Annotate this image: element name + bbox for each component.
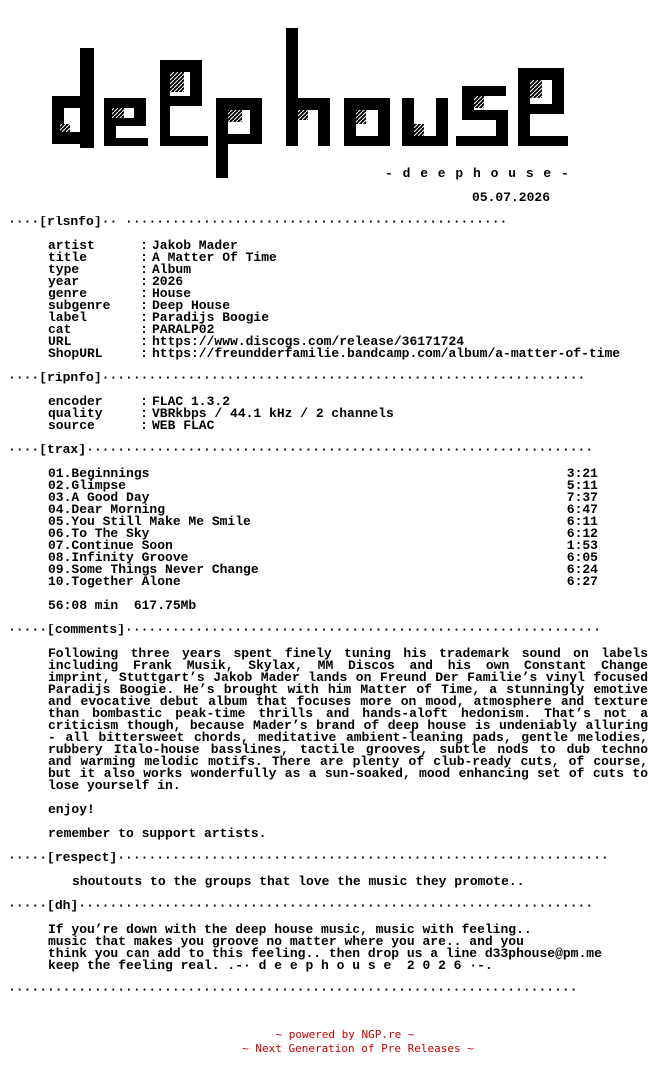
- release-info-value: PARALP02: [152, 322, 215, 337]
- separator-colon: :: [140, 274, 148, 289]
- track-duration: 3:21: [566, 466, 598, 481]
- section-title: [dh]: [47, 900, 79, 912]
- section-title: [comments]: [47, 624, 126, 636]
- release-info-key: URL: [48, 334, 72, 349]
- release-info-key: subgenre: [48, 298, 111, 313]
- track-title: 06.To The Sky: [48, 526, 150, 541]
- separator-colon: :: [140, 418, 148, 433]
- release-info-value: Jakob Mader: [152, 238, 238, 253]
- separator-colon: :: [140, 286, 148, 301]
- section-title: [ripnfo]: [39, 372, 102, 384]
- deephouse-logo-art: [50, 28, 580, 180]
- release-info-key: year: [48, 274, 80, 289]
- release-info-key: type: [48, 262, 80, 277]
- release-info-value: Album: [152, 262, 192, 277]
- release-info-value: A Matter Of Time: [152, 250, 277, 265]
- footer-tagline: ~ Next Generation of Pre Releases ~: [242, 1042, 474, 1055]
- section-title: [trax]: [39, 444, 87, 456]
- separator-colon: :: [140, 310, 148, 325]
- rip-info-row: [48, 420, 214, 432]
- rip-info-key: quality: [48, 406, 103, 421]
- track-duration: 5:11: [566, 478, 598, 493]
- separator-colon: :: [140, 394, 148, 409]
- release-info-value: 2026: [152, 274, 184, 289]
- comments-support: remember to support artists.: [48, 826, 267, 841]
- separator-colon: :: [140, 322, 148, 337]
- section-header-ripnfo: ····[ripnfo]······························································: [8, 372, 586, 384]
- track-title: 04.Dear Morning: [48, 502, 166, 517]
- separator-colon: :: [140, 334, 148, 349]
- separator-colon: :: [140, 238, 148, 253]
- release-date: 05.07.2026: [472, 190, 551, 205]
- dh-line: music that makes you groove no matter where you are.. and you: [48, 934, 524, 949]
- section-header-respect: ·····[respect]·······························································: [8, 852, 609, 864]
- separator-colon: :: [140, 298, 148, 313]
- closing-divider: ·········································································: [8, 984, 578, 996]
- totals: 56:08 min 617.75Mb: [48, 598, 197, 613]
- release-info-value: Paradijs Boogie: [152, 310, 270, 325]
- footer-powered-by: ~ powered by NGP.re ~: [275, 1028, 415, 1041]
- track-title: 01.Beginnings: [48, 466, 150, 481]
- dh-line: If you’re down with the deep house music, music with feeling..: [48, 922, 532, 937]
- deephouse-logo: [50, 28, 580, 180]
- release-info-row: [48, 348, 620, 360]
- release-info-key: title: [48, 250, 88, 265]
- comments-body: Following three years spent finely tuning his trademark sound on labels including Frank Musik, Skylax, MM Discos and his own Constant Change imprint, Stuttgart’s Jakob Mader lands on Freund Der Familie’s vinyl focused Paradijs Boogie. He’s brought with him Matter of Time, a stunningly emotive and evocative debut album that focuses more on mood, atmosphere and texture than bombastic peak-time thrills and hands-aloft hedonism. That’s not a criticism though, because Mader’s brand of deep house is undeniably alluring - all bittersweet chords, meditative ambient-leaning pads, gentle melodies, rubbery Italo-house basslines, tactile grooves, subtle nods to dub techno and warming melodic motifs. There are plenty of club-ready cuts, of course, but it also works wonderfully as a sun-soaked, mood enhancing set of cuts to lose yourself in.: [48, 646, 648, 793]
- section-title: [rlsnfo]: [39, 216, 102, 228]
- separator-colon: :: [140, 262, 148, 277]
- track-title: 09.Some Things Never Change: [48, 562, 259, 577]
- track-title: 03.A Good Day: [48, 490, 150, 505]
- rip-info-value: VBRkbps / 44.1 kHz / 2 channels: [152, 406, 394, 421]
- rip-info-key: encoder: [48, 394, 103, 409]
- section-header-trax: ····[trax]·································································: [8, 444, 594, 456]
- track-duration: 7:37: [566, 490, 598, 505]
- logo-subtitle: - d e e p h o u s e -: [385, 166, 570, 181]
- section-header-dh: ·····[dh]··································································: [8, 900, 594, 912]
- dh-line: keep the feeling real. .-· d e e p h o u s e 2 0 2 6 ·-.: [48, 958, 493, 973]
- track-title: 10.Together Alone: [48, 574, 181, 589]
- release-info-value: https://freundderfamilie.bandcamp.com/album/a-matter-of-time: [152, 346, 621, 361]
- track-row: [48, 576, 598, 588]
- release-info-key: genre: [48, 286, 88, 301]
- dh-line: think you can add to this feeling.. then drop us a line d33phouse@pm.me: [48, 946, 602, 961]
- track-title: 08.Infinity Groove: [48, 550, 189, 565]
- track-duration: 1:53: [566, 538, 598, 553]
- separator-colon: :: [140, 406, 148, 421]
- track-title: 05.You Still Make Me Smile: [48, 514, 251, 529]
- track-duration: 6:12: [566, 526, 598, 541]
- track-duration: 6:11: [566, 514, 598, 529]
- release-info-key: cat: [48, 322, 72, 337]
- release-info-key: ShopURL: [48, 346, 103, 361]
- comments-enjoy: enjoy!: [48, 802, 95, 817]
- section-header-rlsnfo: ····[rlsnfo]·· ·················································: [8, 216, 508, 228]
- track-row: [48, 468, 598, 480]
- release-info-key: label: [48, 310, 88, 325]
- track-duration: 6:27: [566, 574, 598, 589]
- respect-text: shoutouts to the groups that love the music they promote..: [72, 874, 525, 889]
- section-title: [respect]: [47, 852, 118, 864]
- release-info-value: https://www.discogs.com/release/36171724: [152, 334, 465, 349]
- release-info-value: House: [152, 286, 192, 301]
- separator-colon: :: [140, 250, 148, 265]
- rip-info-value: FLAC 1.3.2: [152, 394, 231, 409]
- track-duration: 6:47: [566, 502, 598, 517]
- track-duration: 6:05: [566, 550, 598, 565]
- release-info-key: artist: [48, 238, 95, 253]
- separator-colon: :: [140, 346, 148, 361]
- rip-info-key: source: [48, 418, 95, 433]
- rip-info-row: [48, 408, 394, 420]
- track-title: 07.Continue Soon: [48, 538, 173, 553]
- track-duration: 6:24: [566, 562, 598, 577]
- section-header-comments: ·····[comments]·····························································: [8, 624, 601, 636]
- track-title: 02.Glimpse: [48, 478, 127, 493]
- rip-info-value: WEB FLAC: [152, 418, 215, 433]
- release-info-value: Deep House: [152, 298, 231, 313]
